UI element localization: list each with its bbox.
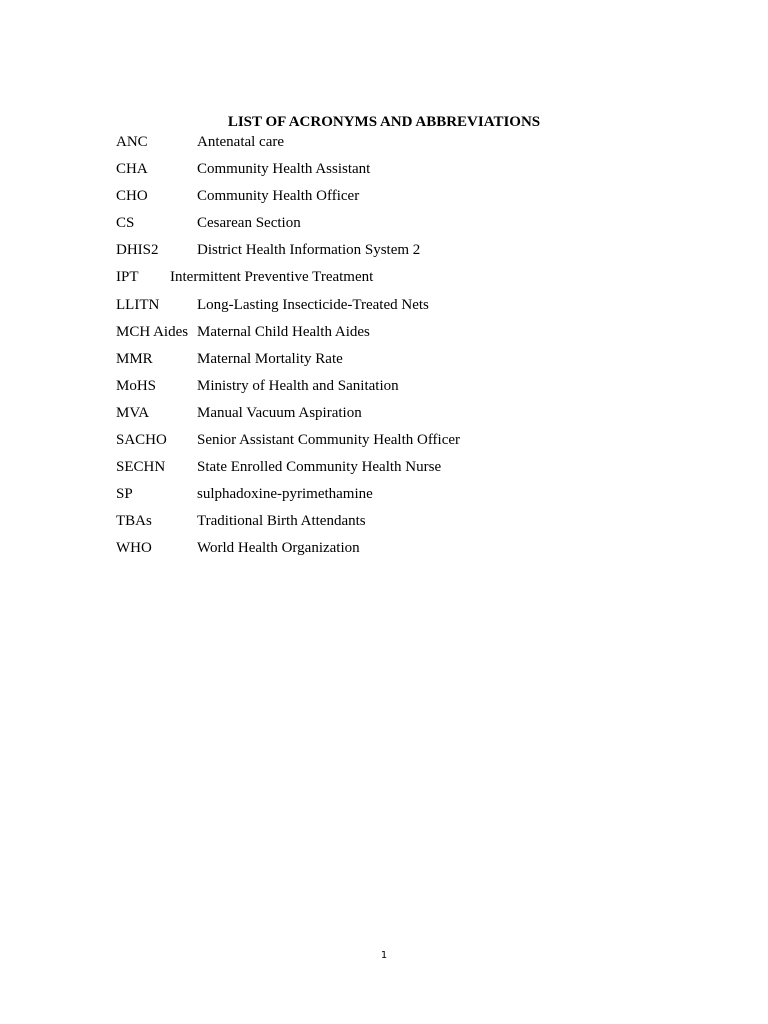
list-item <box>116 456 676 483</box>
acronym-definition: Manual Vacuum Aspiration <box>197 404 362 421</box>
list-item <box>116 266 676 293</box>
list-item <box>116 483 676 510</box>
acronym-definition: Long-Lasting Insecticide-Treated Nets <box>197 296 429 313</box>
list-item <box>116 239 676 266</box>
acronym-definition: Cesarean Section <box>197 215 301 232</box>
page-number: 1 <box>380 950 388 961</box>
acronym-definition: District Health Information System 2 <box>197 242 421 259</box>
list-item <box>116 510 676 537</box>
acronym: MVA <box>116 404 150 421</box>
acronym: WHO <box>116 540 152 557</box>
list-item <box>116 158 676 185</box>
list-item <box>116 402 676 429</box>
acronym-list <box>116 131 676 565</box>
list-item <box>116 348 676 375</box>
acronym: ANC <box>116 134 148 150</box>
acronym-definition: Maternal Child Health Aides <box>197 323 370 340</box>
list-item <box>116 375 676 402</box>
list-item <box>116 212 676 239</box>
acronym-definition: Maternal Mortality Rate <box>197 350 343 367</box>
list-item <box>116 185 676 212</box>
list-item <box>116 294 676 321</box>
acronym-definition: Intermittent Preventive Treatment <box>170 269 374 286</box>
acronym: TBAs <box>116 513 152 530</box>
acronym: MMR <box>116 350 153 367</box>
list-item <box>116 537 676 564</box>
acronym: CS <box>116 215 135 232</box>
acronym: LLITN <box>116 296 160 313</box>
acronym: SP <box>116 486 133 503</box>
acronym: SECHN <box>116 459 166 476</box>
acronym-definition: sulphadoxine-pyrimethamine <box>197 486 373 503</box>
acronym-definition: Community Health Officer <box>197 188 360 205</box>
page-title: LIST OF ACRONYMS AND ABBREVIATIONS <box>227 114 541 130</box>
acronym: CHO <box>116 188 148 205</box>
acronym-definition: State Enrolled Community Health Nurse <box>197 459 442 476</box>
list-item <box>116 429 676 456</box>
acronym: DHIS2 <box>116 242 159 259</box>
acronym-definition: Senior Assistant Community Health Officer <box>197 432 461 449</box>
acronym: SACHO <box>116 432 167 449</box>
acronym-definition: Ministry of Health and Sanitation <box>197 377 399 394</box>
acronym: MoHS <box>116 377 157 394</box>
acronym-definition: Traditional Birth Attendants <box>197 513 366 530</box>
list-item <box>116 131 676 158</box>
acronym-definition: Community Health Assistant <box>197 161 371 178</box>
acronym: IPT <box>116 269 139 286</box>
list-item <box>116 321 676 348</box>
acronym-definition: World Health Organization <box>197 540 360 557</box>
acronym-definition: Antenatal care <box>197 134 285 150</box>
acronym: CHA <box>116 161 148 178</box>
acronym: MCH Aides <box>116 323 189 340</box>
